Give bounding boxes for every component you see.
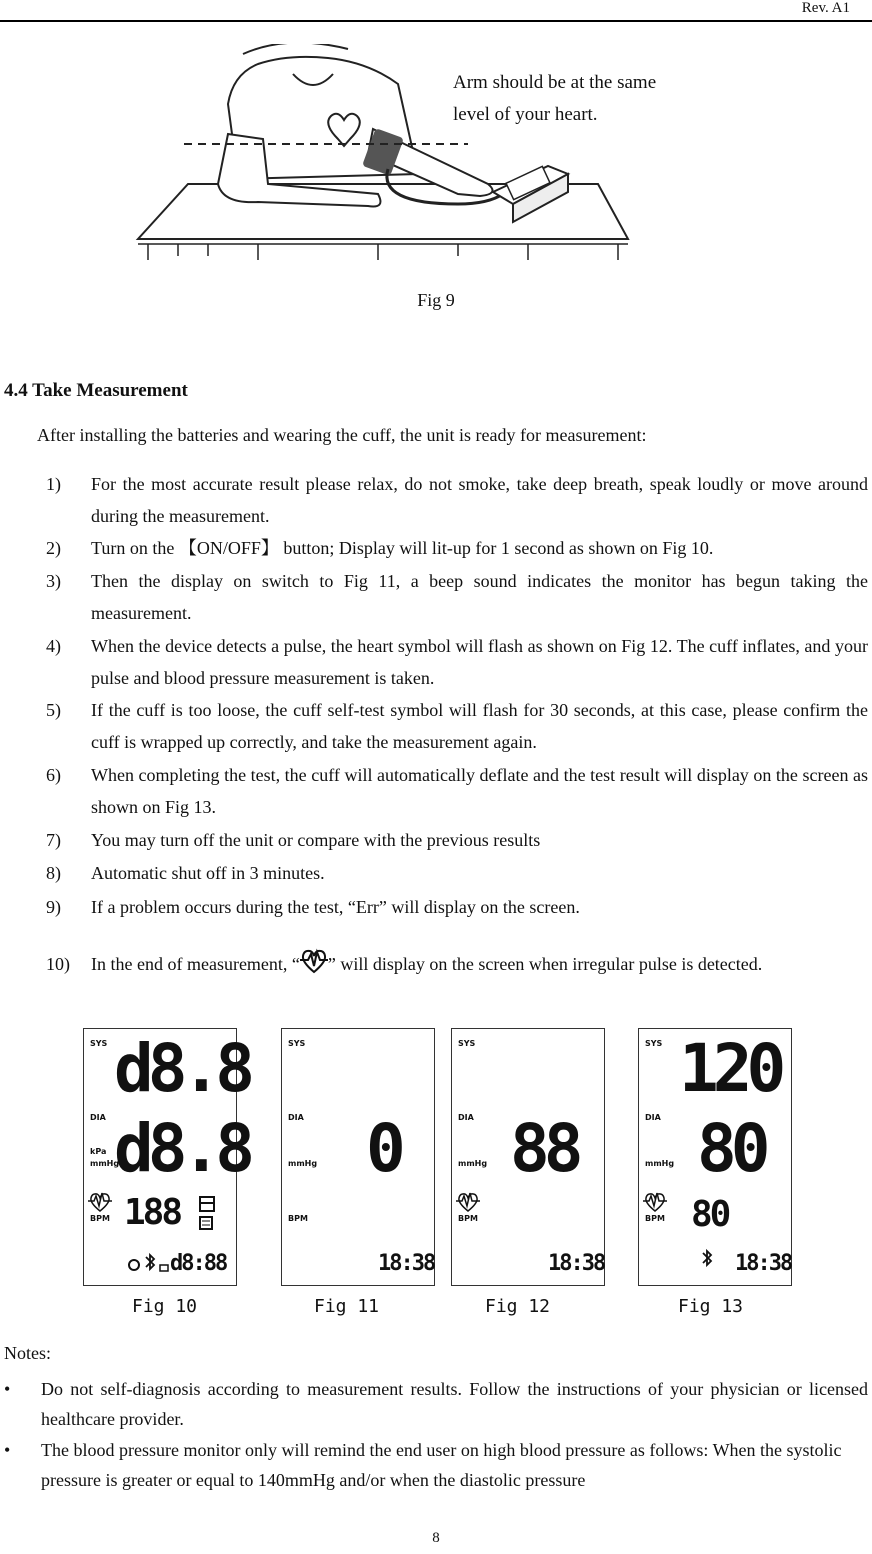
lcd-fig12 bbox=[451, 1028, 605, 1286]
step-text: Then the display on switch to Fig 11, a beep sound indicates the monitor has begun taking the measurement. bbox=[91, 571, 868, 623]
step-item bbox=[46, 468, 868, 532]
bullet-icon: • bbox=[4, 1379, 11, 1399]
step-item bbox=[46, 824, 868, 856]
lcd-time-value: 18:38 bbox=[548, 1251, 605, 1276]
step-number: 3) bbox=[46, 571, 61, 591]
lcd-pulse-value: 80 bbox=[691, 1194, 729, 1235]
bluetooth-icon bbox=[146, 1255, 154, 1269]
lcd-label-mmhg: mmHg bbox=[288, 1159, 318, 1168]
step-item bbox=[46, 944, 868, 984]
irregular-pulse-icon bbox=[643, 1193, 667, 1211]
lcd-sys-value: 120 bbox=[679, 1030, 781, 1107]
lcd-icons bbox=[84, 1029, 236, 1285]
step-text: For the most accurate result please relax, do not smoke, take deep breath, speak loudly or move around during the measurement. bbox=[91, 474, 868, 526]
step-item bbox=[46, 759, 868, 823]
lcd-dia-value: 0 bbox=[366, 1110, 400, 1187]
lcd-label-sys: SYS bbox=[288, 1039, 306, 1048]
lcd-icons bbox=[452, 1029, 604, 1285]
lcd-label-bpm: BPM bbox=[645, 1214, 665, 1223]
irregular-pulse-icon bbox=[88, 1193, 112, 1211]
lcd-time-value: 18:38 bbox=[735, 1251, 792, 1276]
notes-title: Notes: bbox=[4, 1343, 51, 1363]
page-number: 8 bbox=[432, 1530, 440, 1546]
lcd-time-value: d8:88 bbox=[170, 1251, 227, 1276]
irregular-pulse-icon bbox=[456, 1193, 480, 1211]
step-number: 1) bbox=[46, 474, 61, 494]
bluetooth-icon bbox=[703, 1251, 711, 1265]
lcd-dia-value: 88 bbox=[510, 1110, 578, 1187]
lcd-fig13 bbox=[638, 1028, 792, 1286]
lcd-label-sys: SYS bbox=[90, 1039, 108, 1048]
lcd-label-bpm: BPM bbox=[288, 1214, 308, 1223]
lcd-label-kpa: kPa bbox=[90, 1147, 107, 1156]
fig9-callout-line2: level of your heart. bbox=[453, 104, 598, 125]
memory-icon bbox=[200, 1197, 214, 1211]
note-item bbox=[4, 1435, 868, 1495]
fig10-caption: Fig 10 bbox=[132, 1296, 198, 1317]
step-item bbox=[46, 891, 868, 923]
section-intro: After installing the batteries and wearing the cuff, the unit is ready for measurement: bbox=[37, 425, 647, 445]
step-number: 7) bbox=[46, 830, 61, 850]
step-number: 8) bbox=[46, 863, 61, 883]
lcd-label-sys: SYS bbox=[458, 1039, 476, 1048]
bullet-icon: • bbox=[4, 1440, 11, 1460]
lcd-label-mmhg: mmHg bbox=[645, 1159, 675, 1168]
step-text: If the cuff is too loose, the cuff self-test symbol will flash for 30 seconds, at this case, please confirm the cuff is wrapped up correctly, and take the measurement again. bbox=[91, 700, 868, 752]
note-text: The blood pressure monitor only will remind the end user on high blood pressure as follows: When the systolic pressure is greater or equal to 140mmHg and/or when the diastolic pressure bbox=[41, 1440, 842, 1490]
lcd-label-dia: DIA bbox=[90, 1113, 106, 1122]
step-text: You may turn off the unit or compare with the previous results bbox=[91, 830, 541, 850]
section-title: 4.4 Take Measurement bbox=[4, 380, 188, 401]
lcd-label-mmhg: mmHg bbox=[90, 1159, 120, 1168]
step-text: When completing the test, the cuff will automatically deflate and the test result will display on the screen as shown on Fig 13. bbox=[91, 765, 868, 817]
lcd-label-mmhg: mmHg bbox=[458, 1159, 488, 1168]
note-text: Do not self-diagnosis according to measurement results. Follow the instructions of your physician or licensed healthcare provider. bbox=[41, 1379, 868, 1429]
lcd-label-dia: DIA bbox=[288, 1113, 304, 1122]
lcd-label-sys: SYS bbox=[645, 1039, 663, 1048]
fig9-callout-line1: Arm should be at the same bbox=[453, 72, 657, 93]
fig9-illustration bbox=[128, 44, 708, 266]
lcd-time-value: 18:38 bbox=[378, 1251, 435, 1276]
step-number: 10) bbox=[46, 954, 70, 974]
lcd-sys-value: d8.8 bbox=[114, 1030, 249, 1107]
step-item bbox=[46, 532, 868, 564]
revision-label: Rev. A1 bbox=[801, 0, 850, 16]
lcd-pulse-value: 188 bbox=[124, 1192, 181, 1233]
step-text-before: In the end of measurement, “ bbox=[91, 954, 300, 974]
lcd-label-bpm: BPM bbox=[90, 1214, 110, 1223]
cuff-check-icon bbox=[129, 1260, 139, 1270]
note-item bbox=[4, 1374, 868, 1434]
irregular-pulse-icon bbox=[300, 948, 328, 974]
step-item bbox=[46, 857, 868, 889]
step-number: 2) bbox=[46, 538, 61, 558]
fig13-caption: Fig 13 bbox=[678, 1296, 744, 1317]
step-item bbox=[46, 565, 868, 629]
step-text-after: ” will display on the screen when irregular pulse is detected. bbox=[327, 954, 763, 974]
lcd-icons bbox=[639, 1029, 791, 1285]
lcd-label-dia: DIA bbox=[645, 1113, 661, 1122]
lcd-fig10 bbox=[83, 1028, 249, 1286]
step-text: Turn on the 【ON/OFF】 button; Display will lit-up for 1 second as shown on Fig 10. bbox=[91, 538, 714, 558]
step-text bbox=[91, 944, 868, 984]
step-number: 9) bbox=[46, 897, 61, 917]
step-text: When the device detects a pulse, the heart symbol will flash as shown on Fig 12. The cuff inflates, and your pulse and blood pressure measurement is taken. bbox=[91, 636, 868, 688]
lcd-fig11 bbox=[281, 1028, 435, 1286]
lcd-label-bpm: BPM bbox=[458, 1214, 478, 1223]
step-number: 4) bbox=[46, 636, 61, 656]
step-item bbox=[46, 630, 868, 694]
step-number: 6) bbox=[46, 765, 61, 785]
fig12-caption: Fig 12 bbox=[485, 1296, 551, 1317]
fig11-caption: Fig 11 bbox=[314, 1296, 380, 1317]
lcd-label-dia: DIA bbox=[458, 1113, 474, 1122]
step-text: Automatic shut off in 3 minutes. bbox=[91, 863, 325, 883]
note-icon bbox=[200, 1217, 212, 1229]
step-number: 5) bbox=[46, 700, 61, 720]
lcd-dia-value: d8.8 bbox=[114, 1110, 249, 1187]
header-rule bbox=[0, 20, 872, 22]
step-item bbox=[46, 694, 868, 758]
step-text: If a problem occurs during the test, “Err” will display on the screen. bbox=[91, 897, 580, 917]
battery-icon bbox=[160, 1265, 168, 1271]
lcd-dia-value: 80 bbox=[697, 1110, 765, 1187]
fig9-caption: Fig 9 bbox=[417, 290, 455, 310]
